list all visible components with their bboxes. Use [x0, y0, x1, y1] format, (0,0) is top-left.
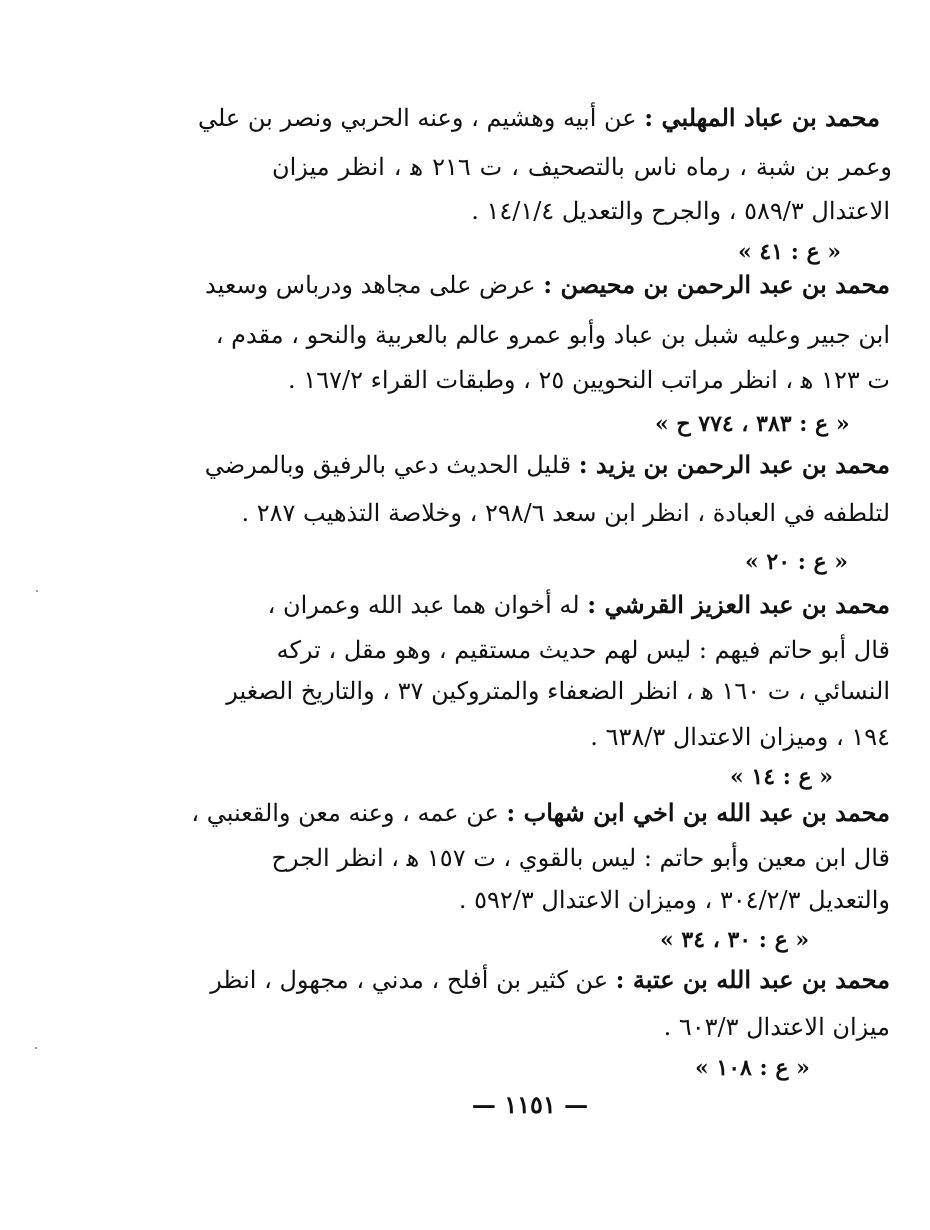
entry-reference: « ع : ٣٨٣ ، ٧٧٤ ح »: [655, 411, 850, 437]
entry-first-line: [191, 798, 890, 828]
scan-speck: [35, 1047, 37, 1049]
entry-head: محمد بن عبد الله بن عتبة :: [615, 965, 890, 994]
entry-reference: « ع : ١٠٨ »: [695, 1055, 810, 1081]
entry-text-line: قال أبو حاتم فيهم : ليس لهم حديث مستقيم ، وهو مقل ، تركه: [276, 636, 890, 664]
entry-head: محمد بن عبد الرحمن بن محيصن :: [543, 270, 890, 299]
entry-text-line: ميزان الاعتدال ٦٠٣/٣ .: [663, 1013, 890, 1041]
scan-speck: [36, 590, 38, 592]
entry-text: عن عمه ، وعنه معن والقعنبي ،: [191, 799, 499, 827]
entry-first-line: [204, 450, 890, 480]
entry-head: محمد بن عبد الله بن اخي ابن شهاب :: [506, 798, 890, 827]
entry-reference: « ع : ٢٠ »: [745, 549, 849, 575]
entry-text: عرض على مجاهد ودرباس وسعيد: [205, 271, 536, 299]
page-number: — ١١٥١ —: [471, 1090, 589, 1119]
entry-reference: « ع : ٤١ »: [738, 239, 842, 265]
entry-text-line: النسائي ، ت ١٦٠ ﻫ ، انظر الضعفاء والمتروكين ٣٧ ، والتاريخ الصغير: [226, 677, 890, 705]
entry-text: له أخوان هما عبد الله وعمران ،: [267, 591, 580, 619]
entry-head: محمد بن عباد المهلبي :: [644, 103, 880, 132]
entry-first-line: [197, 103, 880, 133]
entry-text: قليل الحديث دعي بالرفيق وبالمرضي: [204, 451, 572, 479]
entry-text-line: ابن جبير وعليه شبل بن عباد وأبو عمرو عالم بالعربية والنحو ، مقدم ،: [215, 321, 890, 349]
entry-text-line: قال ابن معين وأبو حاتم : ليس بالقوي ، ت ١٥٧ ﻫ ، انظر الجرح: [271, 844, 890, 872]
entry-head: محمد بن عبد الرحمن بن يزيد :: [578, 450, 890, 479]
entry-text-line: لتلطفه في العبادة ، انظر ابن سعد ٢٩٨/٦ ، وخلاصة التذهيب ٢٨٧ .: [241, 499, 890, 527]
entry-reference: « ع : ١٤ »: [730, 764, 834, 790]
entry-head: محمد بن عبد العزيز القرشي :: [587, 590, 890, 619]
entry-text: عن كثير بن أفلح ، مدني ، مجهول ، انظر: [210, 966, 609, 994]
entry-text-line: والتعديل ٣٠٤/٢/٣ ، وميزان الاعتدال ٥٩٢/٣ .: [458, 886, 890, 914]
entry-text-line: ت ١٢٣ ﻫ ، انظر مراتب النحويين ٢٥ ، وطبقات القراء ١٦٧/٢ .: [288, 366, 890, 394]
entry-reference: « ع : ٣٠ ، ٣٤ »: [660, 927, 810, 953]
entry-first-line: [245, 590, 890, 620]
entry-first-line: [210, 965, 890, 995]
entry-first-line: [205, 270, 890, 300]
entry-text-line: وعمر بن شبة ، رماه ناس بالتصحيف ، ت ٢١٦ ﻫ ، انظر ميزان: [272, 153, 893, 181]
entry-text: عن أبيه وهشيم ، وعنه الحربي ونصر بن علي: [197, 104, 637, 132]
entry-text-line: الاعتدال ٥٨٩/٣ ، والجرح والتعديل ١٤/١/٤ .: [471, 197, 890, 225]
entry-text-line: ١٩٤ ، وميزان الاعتدال ٦٣٨/٣ .: [590, 723, 890, 751]
